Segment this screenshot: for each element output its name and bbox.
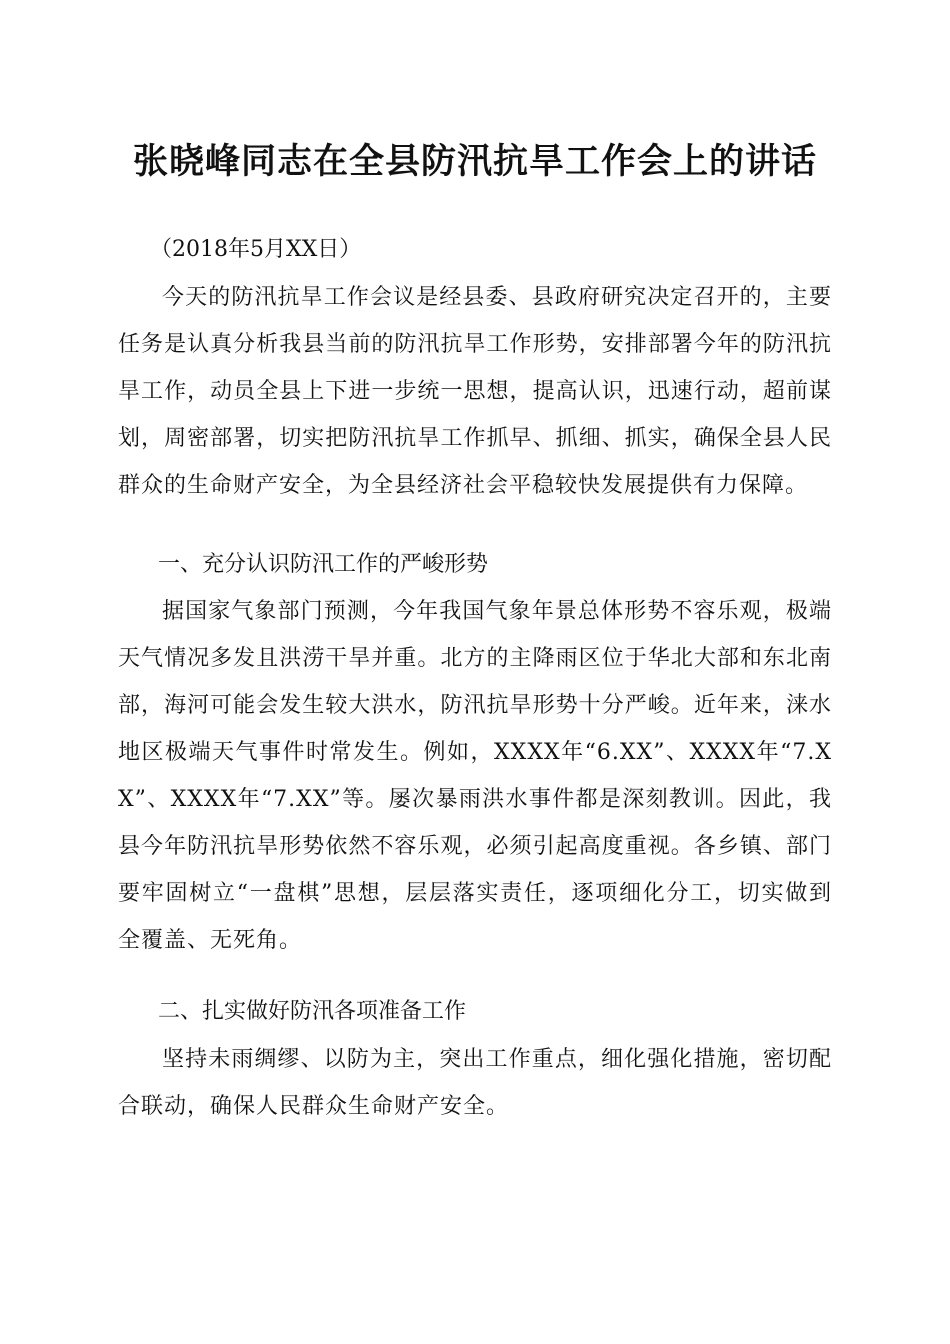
section-1-paragraph: 据国家气象部门预测，今年我国气象年景总体形势不容乐观，极端天气情况多发且洪涝干旱并重。北方的主降雨区位于华北大部和东北南部，海河可能会发生较大洪水，防汛抗旱形势十分严峻。近年来，涞水地区极端天气事件时常发生。例如，XXXX年“6.XX”、XXXX年“7.XX”、XXXX年“7.XX”等。屡次暴雨洪水事件都是深刻教训。因此，我县今年防汛抗旱形势依然不容乐观，必须引起高度重视。各乡镇、部门要牢固树立“一盘棋”思想，层层落实责任，逐项细化分工，切实做到全覆盖、无死角。 <box>118 599 832 953</box>
speech-date: （2018年5月XX日） <box>150 237 362 262</box>
intro-paragraph: 今天的防汛抗旱工作会议是经县委、县政府研究决定召开的，主要任务是认真分析我县当前的防汛抗旱工作形势，安排部署今年的防汛抗旱工作，动员全县上下进一步统一思想，提高认识，迅速行动，超前谋划，周密部署，切实把防汛抗旱工作抓早、抓细、抓实，确保全县人民群众的生命财产安全，为全县经济社会平稳较快发展提供有力保障。 <box>118 285 832 498</box>
section-heading-2: 二、扎实做好防汛各项准备工作 <box>158 999 467 1024</box>
document-title: 张晓峰同志在全县防汛抗旱工作会上的讲话 <box>132 141 817 182</box>
section-heading-1: 一、充分认识防汛工作的严峻形势 <box>158 552 489 577</box>
section-2-paragraph: 坚持未雨绸缪、以防为主，突出工作重点，细化强化措施，密切配合联动，确保人民群众生命财产安全。 <box>118 1047 832 1119</box>
document-page <box>118 0 832 1344</box>
